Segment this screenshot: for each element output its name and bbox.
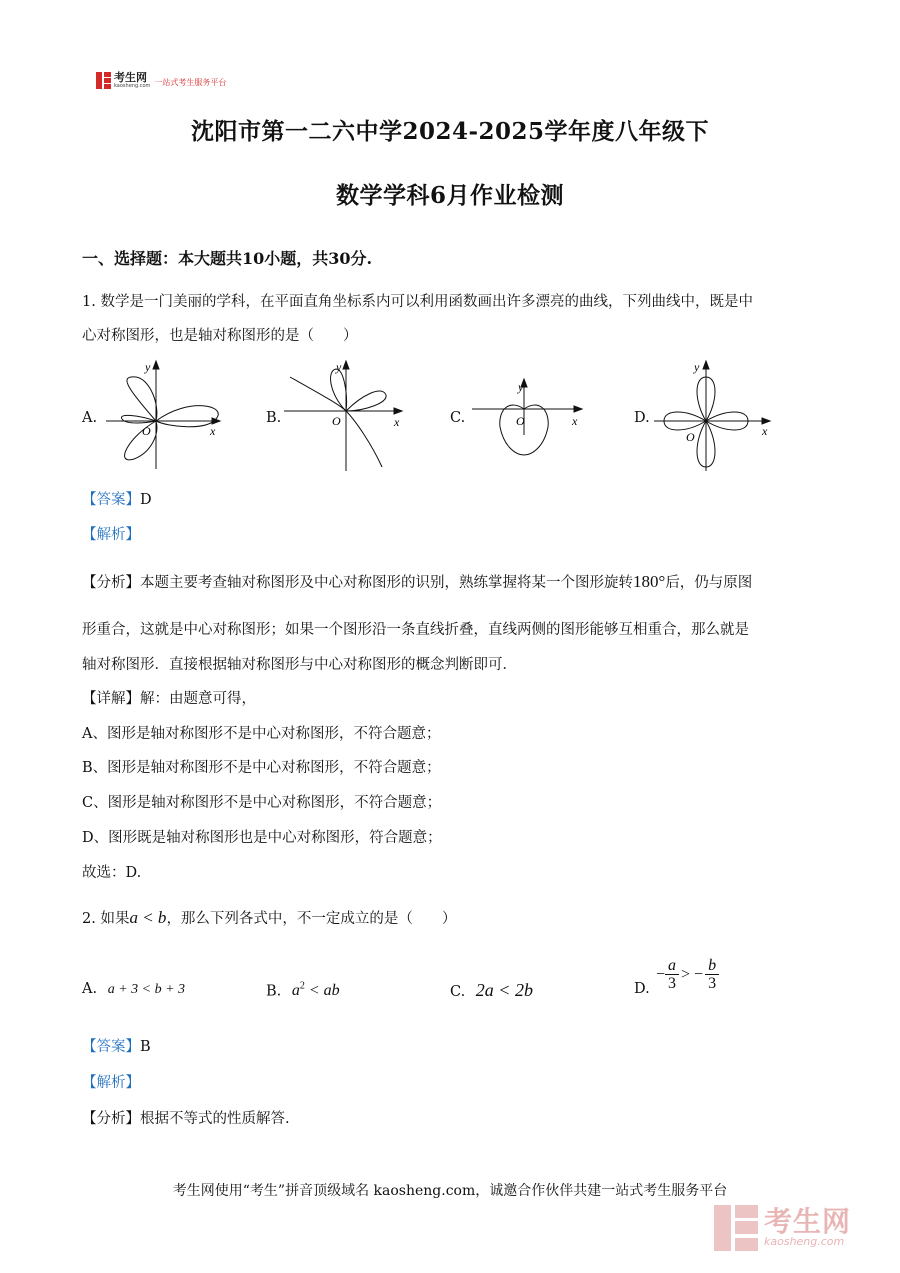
watermark-name: 考生网 [764, 1205, 852, 1238]
q1-fenxi-tag: 【分析】 [82, 575, 140, 591]
q1-analysis-tag: 【解析】 [82, 527, 140, 543]
q2-answer [82, 1037, 151, 1057]
logo-slogan: 一站式考生服务平台 [154, 78, 227, 87]
q2-fenxi [82, 1109, 290, 1129]
q2-option-c-math: 2a < 2b [475, 980, 533, 1000]
q2-analysis-tag: 【解析】 [82, 1075, 140, 1091]
q1-conclusion: 故选：D. [82, 865, 142, 881]
q2-option-d-rel: > − [681, 965, 704, 983]
watermark-domain: kaosheng.com [764, 1235, 845, 1248]
q1-fenxi-angle: 180° [633, 572, 666, 591]
q1-stem-line1: 1. 数学是一门美丽的学科，在平面直角坐标系内可以利用函数画出许多漂亮的曲线，下列曲线中，既是中 [82, 294, 753, 310]
q2-option-d-label: D. [634, 981, 650, 997]
section-heading: 一、选择题：本大题共10小题，共30分. [82, 249, 373, 268]
footer-text: 考生网使用“考生”拼音顶级域名 kaosheng.com，诚邀合作伙伴共建一站式考生服务平台 [172, 1183, 728, 1199]
q1-option-a-graph [98, 355, 228, 473]
q1-option-c-label: C. [450, 410, 466, 426]
q2-option-a-label: A. [82, 981, 98, 997]
q1-detail-tag: 【详解】 [82, 691, 140, 707]
q1-fenxi-part1: 本题主要考查轴对称图形及中心对称图形的识别，熟练掌握将某一个图形旋转 [140, 575, 633, 591]
logo-icon [96, 72, 111, 89]
page-title-line2: 数学学科6月作业检测 [335, 182, 564, 209]
q2-answer-tag: 【答案】 [82, 1039, 140, 1055]
q1-stem-line2: 心对称图形，也是轴对称图形的是（ ） [82, 328, 358, 344]
q2-option-b-rest: < ab [304, 982, 340, 1000]
q2-option-a [82, 981, 185, 998]
q1-b-origin: O [332, 414, 341, 428]
q2-fenxi-tag: 【分析】 [82, 1111, 140, 1127]
q1-detail-d: D、图形既是轴对称图形也是中心对称图形，符合题意； [82, 830, 442, 846]
q1-detail-text: 解：由题意可得， [140, 691, 256, 707]
q1-a-y-label: y [145, 360, 151, 374]
q2-stem-prefix: 2. 如果 [82, 911, 130, 927]
q2-option-b-sup: 2 [299, 981, 305, 992]
q2-option-c-label: C. [450, 984, 466, 1000]
q2-option-d-math [656, 957, 719, 992]
q1-fenxi-line2: 形重合，这就是中心对称图形；如果一个图形沿一条直线折叠，直线两侧的图形能够互相重合，那么就是 [82, 622, 749, 638]
q1-detail-a: A、图形是轴对称图形不是中心对称图形，不符合题意； [82, 726, 441, 742]
q2-stem-suffix: ，那么下列各式中，不一定成立的是（ ） [166, 911, 457, 927]
q1-answer-value: D [140, 492, 152, 508]
q1-b-y-label: y [336, 360, 342, 374]
q2-option-b-base: a [291, 982, 300, 1000]
q1-option-b-graph [282, 355, 412, 473]
q1-c-x-label: x [572, 414, 578, 428]
q1-a-origin: O [142, 424, 151, 438]
q1-option-c-graph [466, 375, 596, 475]
q2-option-b-label: B. [266, 983, 282, 1000]
q1-d-origin: O [686, 430, 695, 444]
q2-stem-math: a < b [129, 908, 167, 927]
q1-option-d-graph [650, 355, 780, 473]
q1-answer-tag: 【答案】 [82, 492, 140, 508]
q1-fenxi-line1 [82, 572, 752, 593]
q2-option-c [450, 980, 533, 1001]
q1-a-x-label: x [210, 424, 216, 438]
q1-option-b-label: B. [266, 410, 282, 426]
q1-detail-b: B、图形是轴对称图形不是中心对称图形，不符合题意； [82, 760, 441, 776]
site-logo [96, 72, 226, 89]
q2-option-d-num2: b [708, 957, 717, 974]
q1-detail-c: C、图形是轴对称图形不是中心对称图形，不符合题意； [82, 795, 442, 811]
logo-name: 考生网 [114, 70, 147, 84]
watermark-logo [714, 1205, 851, 1251]
page-title-line1: 沈阳市第一二六中学2024-2025学年度八年级下 [190, 118, 710, 145]
q2-fenxi-text: 根据不等式的性质解答. [140, 1111, 290, 1127]
q2-option-d-num1: a [668, 957, 677, 974]
q2-option-d-neg1: − [656, 965, 666, 983]
watermark-icon [714, 1205, 758, 1251]
q1-b-x-label: x [394, 415, 400, 429]
q1-option-d-label: D. [634, 410, 650, 426]
q1-fenxi-part2: 后，仍与原图 [665, 575, 753, 591]
q1-option-a-label: A. [82, 410, 98, 426]
q2-option-d-den2: 3 [708, 975, 717, 992]
q1-c-origin: O [516, 414, 525, 428]
q2-option-b [266, 981, 340, 1000]
q1-d-x-label: x [762, 424, 768, 438]
q1-fenxi-line3: 轴对称图形．直接根据轴对称图形与中心对称图形的概念判断即可． [82, 657, 517, 673]
q1-answer [82, 490, 152, 510]
q2-option-a-math: a + 3 < b + 3 [107, 982, 186, 997]
q1-d-y-label: y [694, 360, 700, 374]
q1-c-y-label: y [518, 380, 524, 394]
q1-detail-intro [82, 689, 256, 709]
q2-stem [82, 908, 456, 929]
q2-option-d-den1: 3 [668, 975, 677, 992]
q2-answer-value: B [140, 1039, 151, 1055]
logo-domain: kaosheng.com [114, 82, 151, 89]
